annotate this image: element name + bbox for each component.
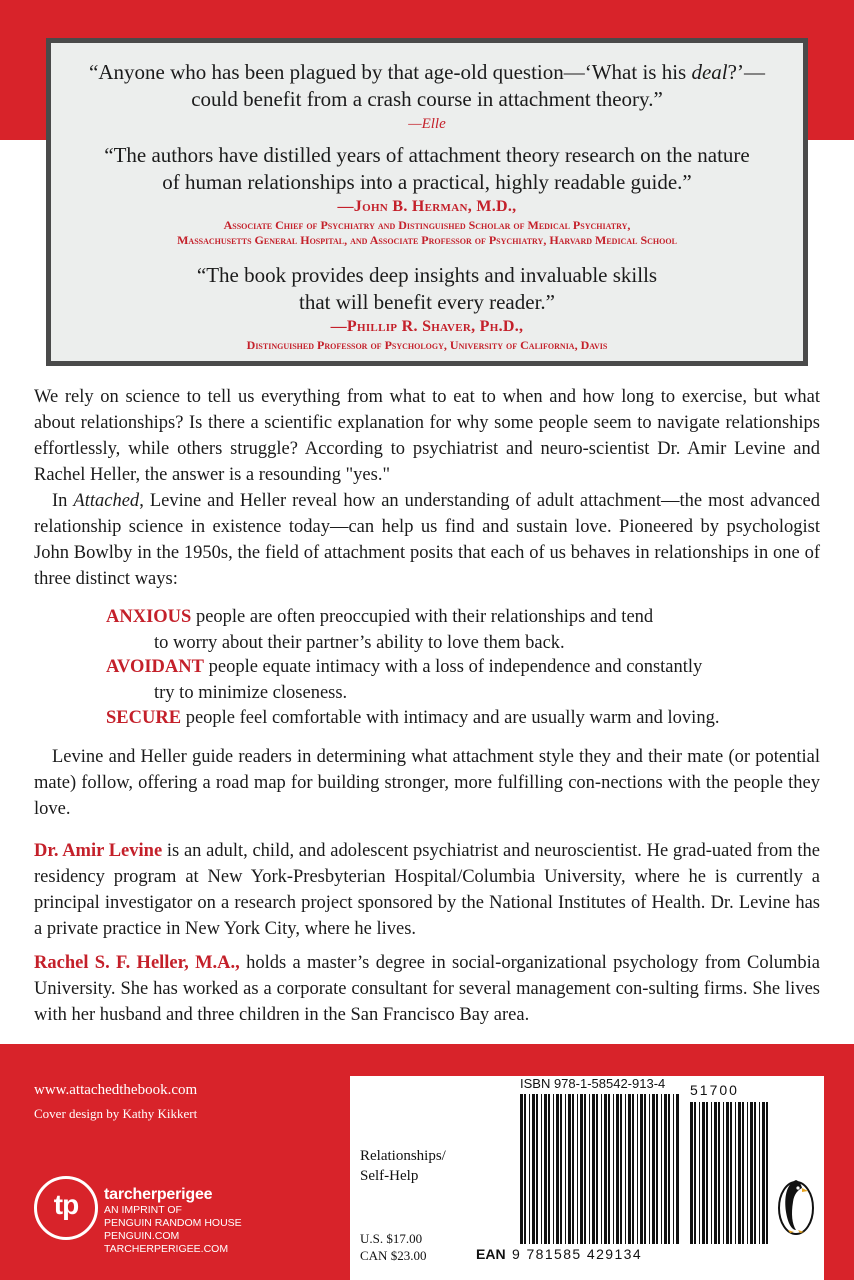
barcode-icon <box>518 1094 680 1244</box>
barcode-bar <box>608 1094 610 1244</box>
barcode-bar <box>656 1094 658 1244</box>
barcode-bar <box>601 1094 602 1244</box>
barcode-bar <box>625 1094 626 1244</box>
barcode-bar <box>584 1094 586 1244</box>
barcode-bar <box>699 1102 700 1244</box>
barcode-bar <box>628 1094 631 1244</box>
publisher-logo-mark: tp <box>53 1189 79 1220</box>
barcode-bar <box>572 1094 574 1244</box>
quote-text: “The authors have distilled years of attachment theory research on the nature <box>104 143 750 167</box>
intro-paragraph: In Attached, Levine and Heller reveal how an understanding of adult attachment—the most advanced relationship science in existence today—can help us find and sustain love. Pioneered by psychologist John Bowlby in the 1950s, the field of attachment posits that each of us behaves in relationships in one of three distinct ways: <box>34 491 820 589</box>
barcode-bar <box>544 1094 547 1244</box>
style-avoidant: AVOIDANT people equate intimacy with a loss of independence and constantly try to minimize closeness. <box>106 657 703 703</box>
barcode-bar <box>644 1094 646 1244</box>
barcode-bar <box>548 1094 550 1244</box>
barcode-bar <box>673 1094 674 1244</box>
cover-credit: Cover design by Kathy Kikkert <box>34 1106 198 1121</box>
quote-text: of human relationships into a practical, highly readable guide.” <box>162 170 692 194</box>
quote-text: could benefit from a crash course in attachment theory.” <box>191 87 663 111</box>
quote-text: “The book provides deep insights and invaluable skills <box>196 263 658 287</box>
barcode-bar <box>766 1102 768 1244</box>
style-anxious: ANXIOUS people are often preoccupied with their relationships and tend to worry about their partner’s ability to love them back. <box>106 607 654 653</box>
barcode-bar <box>661 1094 662 1244</box>
barcode-bar <box>676 1094 679 1244</box>
style-keyword: ANXIOUS <box>106 607 192 627</box>
barcode-bar <box>565 1094 566 1244</box>
quote-elle <box>51 59 803 133</box>
barcode-bar <box>652 1094 655 1244</box>
price-label: U.S. $17.00 CAN $23.00 <box>360 1231 427 1263</box>
ean-label: EAN <box>476 1246 506 1262</box>
barcode-bar <box>738 1102 741 1244</box>
barcode-bar <box>706 1102 708 1244</box>
barcode-panel <box>350 1076 824 1280</box>
barcode-bar <box>694 1102 696 1244</box>
barcode-addon-icon <box>688 1102 772 1244</box>
publisher-imprint: tarcherperigee AN IMPRINT OF PENGUIN RANDOM HOUSE PENGUIN.COM TARCHERPERIGEE.COM <box>104 1186 242 1255</box>
bottom-red-band <box>0 1044 854 1280</box>
barcode-bar <box>726 1102 729 1244</box>
penguin-logo-icon <box>776 1172 816 1236</box>
barcode-bar <box>620 1094 622 1244</box>
barcode-bar <box>520 1094 523 1244</box>
barcode-bar <box>532 1094 535 1244</box>
barcode-bar <box>742 1102 744 1244</box>
barcode-bar <box>568 1094 571 1244</box>
quote-source: —John B. Herman, M.D., <box>337 198 517 215</box>
barcode-bar <box>536 1094 538 1244</box>
barcode-bar <box>664 1094 667 1244</box>
style-secure: SECURE people feel comfortable with intimacy and are usually warm and loving. <box>106 708 720 728</box>
style-keyword: SECURE <box>106 708 182 728</box>
barcode-bar <box>640 1094 643 1244</box>
quote-source: —Elle <box>408 116 446 132</box>
barcode-bar <box>711 1102 712 1244</box>
barcode-bar <box>750 1102 753 1244</box>
barcode-bar <box>718 1102 720 1244</box>
barcode-bar <box>541 1094 542 1244</box>
barcode-bar <box>735 1102 736 1244</box>
barcode-bar <box>616 1094 619 1244</box>
description <box>34 384 820 592</box>
quote-text: that will benefit every reader.” <box>299 290 555 314</box>
isbn-text: ISBN 978-1-58542-913-4 <box>520 1076 666 1091</box>
author-bio-heller: Rachel S. F. Heller, M.A., holds a master’s degree in social-organizational psychology from Columbia University. She has worked as a corporate consultant for several management con-sulting firms. She lives with her husband and three children in the San Francisco Bay area. <box>34 953 820 1025</box>
barcode-bar <box>723 1102 724 1244</box>
barcode-bar <box>762 1102 765 1244</box>
barcode-bar <box>632 1094 634 1244</box>
barcode-bar <box>580 1094 583 1244</box>
closing-paragraph: Levine and Heller guide readers in determining what attachment style they and their mate (or potential mate) follow, offering a road map for building stronger, more fulfilling con-nections with the people they love. <box>34 747 820 819</box>
author-name: Dr. Amir Levine <box>34 841 163 861</box>
barcode-bar <box>759 1102 760 1244</box>
barcode-bar <box>556 1094 559 1244</box>
quote-text: “Anyone who has been plagued by that age-old question—‘What is his deal?’— <box>89 60 765 84</box>
author-name: Rachel S. F. Heller, M.A., <box>34 953 240 973</box>
quote-affiliation: Distinguished Professor of Psychology, University of California, Davis <box>246 338 608 352</box>
quote-shaver <box>51 262 803 353</box>
barcode-bar <box>592 1094 595 1244</box>
barcode-bar <box>613 1094 614 1244</box>
quote-source: —Phillip R. Shaver, Ph.D., <box>330 318 524 335</box>
quote-affiliation: Massachusetts General Hospital, and Associate Professor of Psychiatry, Harvard Medical School <box>177 233 677 247</box>
barcode-bar <box>754 1102 756 1244</box>
barcode-bar <box>524 1094 526 1244</box>
barcode-bar <box>596 1094 598 1244</box>
barcode-bar <box>553 1094 554 1244</box>
publisher-name: tarcherperigee <box>104 1186 213 1203</box>
barcode-bar <box>577 1094 578 1244</box>
ean-digits: 9 781585 429134 <box>512 1246 642 1262</box>
style-keyword: AVOIDANT <box>106 657 204 677</box>
genre-label: Relationships/ Self-Help <box>360 1148 446 1184</box>
barcode-bar <box>589 1094 590 1244</box>
barcode-bar <box>560 1094 562 1244</box>
barcode-bar <box>747 1102 748 1244</box>
website-link[interactable]: www.attachedthebook.com <box>34 1082 198 1098</box>
barcode-bar <box>668 1094 670 1244</box>
barcode-bar <box>730 1102 732 1244</box>
barcode-addon-digits: 51700 <box>690 1082 739 1098</box>
barcode-bar <box>714 1102 717 1244</box>
barcode-bar <box>604 1094 607 1244</box>
intro-paragraph: We rely on science to tell us everything from what to eat to when and how long to exercise, but what about relationships? Is there a scientific explanation for why some people seem to navigate relationships effortlessly, while others struggle? According to psychiatrist and neuro-scientist Dr. Amir Levine and Rachel Heller, the answer is a resounding "yes." <box>34 387 820 485</box>
quote-affiliation: Associate Chief of Psychiatry and Distinguished Scholar of Medical Psychiatry, <box>223 218 631 232</box>
quote-herman <box>51 142 803 248</box>
author-bio-levine: Dr. Amir Levine is an adult, child, and adolescent psychiatrist and neuroscientist. He grad-uated from the residency program at New York-Presbyterian Hospital/Columbia University, where he is currently a principal investigator on a research project sponsored by the National Institutes of Health. Dr. Levine has a private practice in New York City, where he lives. <box>34 841 820 939</box>
barcode-bar <box>529 1094 530 1244</box>
barcode-bar <box>690 1102 693 1244</box>
barcode-bar <box>649 1094 650 1244</box>
praise-quote-box <box>46 38 808 366</box>
barcode-bar <box>702 1102 705 1244</box>
barcode-bar <box>637 1094 638 1244</box>
